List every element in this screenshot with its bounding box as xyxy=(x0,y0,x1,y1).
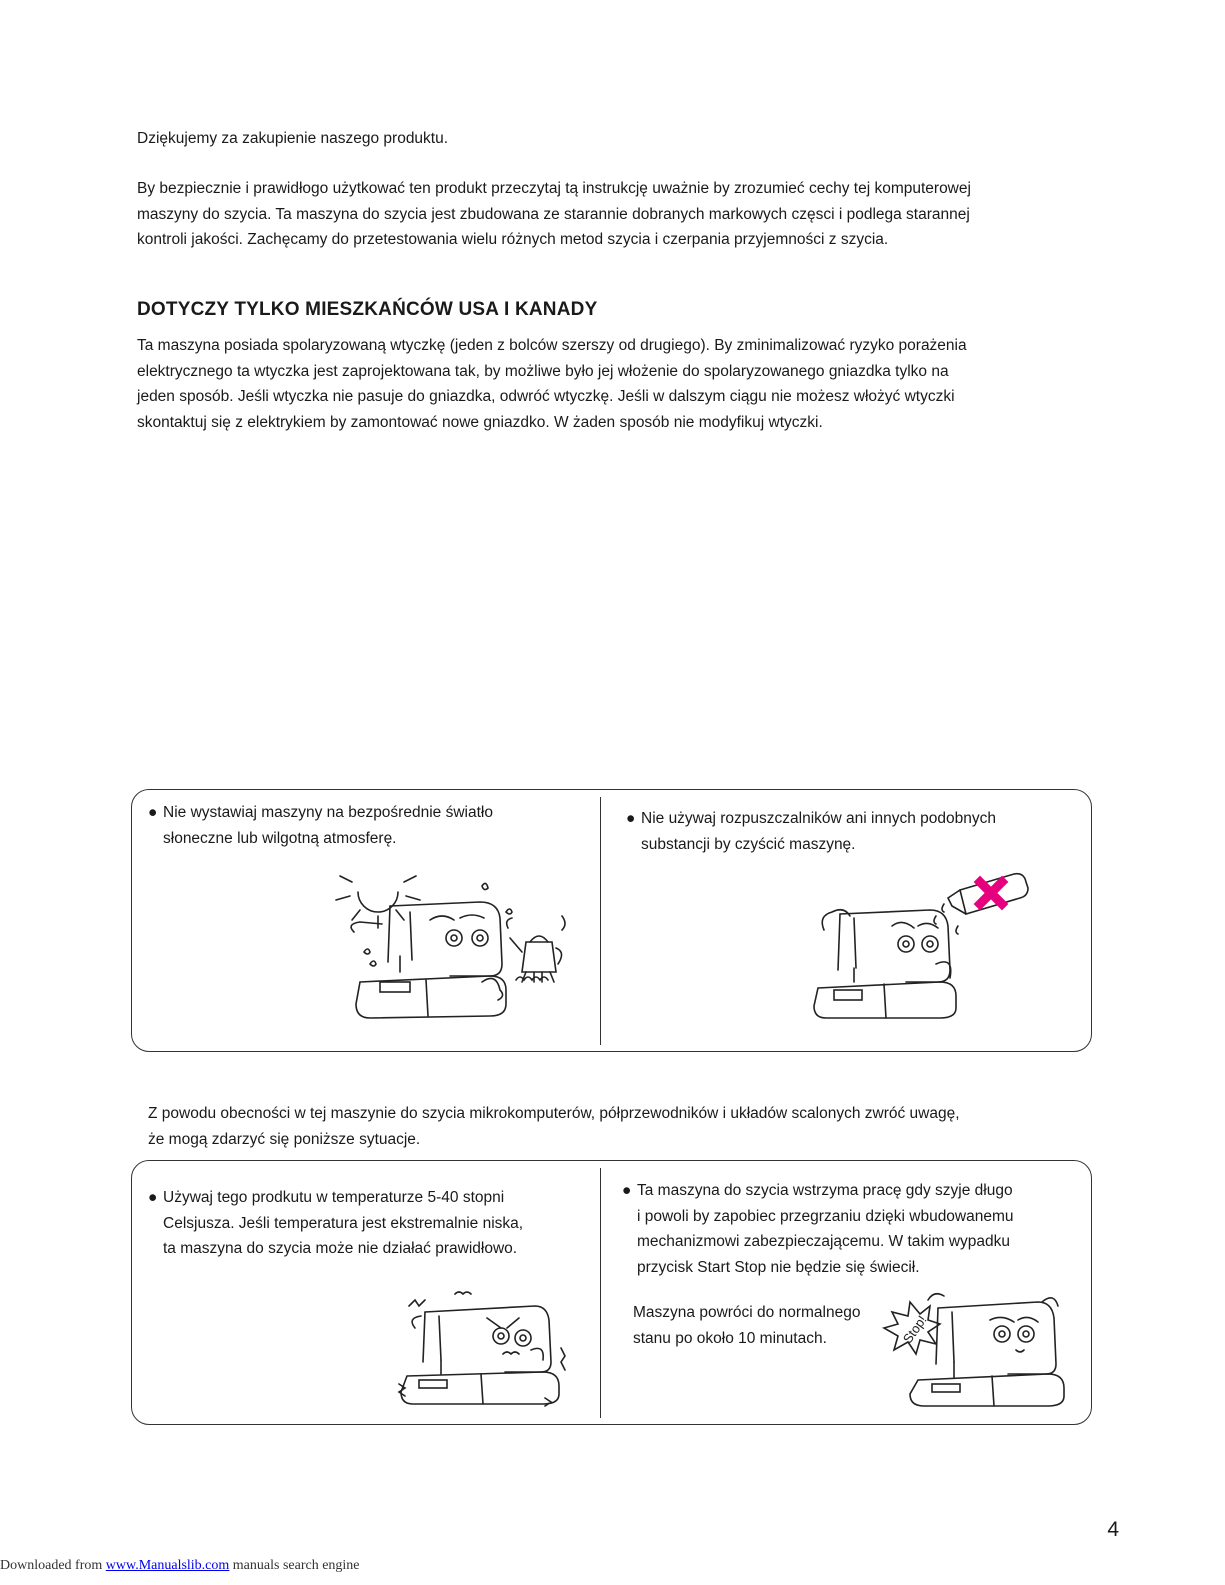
warning-line: Używaj tego prodkutu w temperaturze 5-40 stopni xyxy=(163,1189,505,1206)
footer-prefix: Downloaded from xyxy=(0,1558,106,1573)
usa-line: skontaktuj się z elektrykiem by zamontować nowe gniazdko. W żaden sposób nie modyfikuj wtyczki. xyxy=(137,413,823,431)
box-divider xyxy=(600,797,601,1045)
sewing-machine-illustration xyxy=(910,1294,1064,1406)
footer xyxy=(0,1558,360,1574)
warning-sunlight xyxy=(148,800,588,851)
usage-line: maszyny do szycia. Ta maszyna do szycia jest zbudowana ze starannie dobranych markowych częsci i podlega starannej xyxy=(137,205,970,223)
warning-line: substancji by czyścić maszynę. xyxy=(641,835,856,853)
usage-line: By bezpiecznie i prawidłogo użytkować ten produkt przeczytaj tą instrukcję uważnie by zrozumieć cechy tej komputerowej xyxy=(137,180,971,197)
note-line: Z powodu obecności w tej maszynie do szycia mikrokomputerów, półprzewodników i układów scalonych zwróć uwagę, xyxy=(148,1105,960,1122)
warning-line: i powoli by zapobiec przegrzaniu dzięki wbudowanemu xyxy=(637,1207,1014,1225)
warning-line: słoneczne lub wilgotną atmosferę. xyxy=(163,829,397,847)
microcomputer-note xyxy=(148,1101,1088,1152)
warning-solvents xyxy=(626,806,1066,857)
stop-label: Stop! xyxy=(899,1312,930,1347)
warning-line: Ta maszyna do szycia wstrzyma pracę gdy szyje długo xyxy=(637,1182,1013,1199)
sunlight-machine-illustration xyxy=(330,872,570,1022)
sewing-machine-illustration xyxy=(814,910,956,1018)
box-divider xyxy=(600,1168,601,1418)
bullet-icon: ● xyxy=(148,1189,158,1206)
thanks-text: Dziękujemy za zakupienie naszego produktu. xyxy=(137,130,449,147)
warning-overheat xyxy=(622,1178,1072,1280)
stop-burst-icon xyxy=(884,1302,940,1354)
warning-temperature xyxy=(148,1185,588,1262)
warning-line: ta maszyna do szycia może nie działać prawidłowo. xyxy=(163,1240,518,1257)
usa-line: Ta maszyna posiada spolaryzowaną wtyczkę (jeden z bolców szerszy od drugiego). By zminimalizować ryzyko porażenia xyxy=(137,337,967,354)
recovery-line: Maszyna powróci do normalnego xyxy=(633,1304,861,1321)
note-line: że mogą zdarzyć się poniższe sytuacje. xyxy=(148,1130,421,1148)
warning-line: mechanizmowi zabezpieczającemu. W takim wypadku xyxy=(637,1233,1011,1250)
bullet-icon: ● xyxy=(148,804,158,821)
usa-line: elektrycznego ta wtyczka jest zaprojektowana tak, by możliwe było jej włożenie do spolaryzowanego gniazdka tylko na xyxy=(137,362,949,380)
usage-paragraph xyxy=(137,176,1097,253)
warning-line: Nie wystawiaj maszyny na bezpośrednie światło xyxy=(163,804,493,821)
warning-line: przycisk Start Stop nie będzie się świecił. xyxy=(637,1258,920,1276)
warning-line: Celsjusza. Jeśli temperatura jest ekstremalnie niska, xyxy=(163,1214,524,1232)
cold-machine-illustration xyxy=(395,1288,575,1408)
bullet-icon: ● xyxy=(622,1182,632,1199)
sun-icon xyxy=(336,876,420,928)
recovery-note xyxy=(633,1300,893,1351)
recovery-line: stanu po około 10 minutach. xyxy=(633,1329,827,1347)
bullet-icon: ● xyxy=(626,810,636,827)
usa-heading: DOTYCZY TYLKO MIESZKAŃCÓW USA I KANADY xyxy=(137,299,598,320)
footer-suffix: manuals search engine xyxy=(229,1558,360,1573)
cross-icon xyxy=(980,882,1002,904)
warning-line: Nie używaj rozpuszczalników ani innych podobnych xyxy=(641,810,996,827)
usa-paragraph xyxy=(137,333,1097,435)
overheat-machine-illustration xyxy=(878,1288,1068,1408)
manualslib-link[interactable]: www.Manualslib.com xyxy=(105,1558,230,1573)
solvent-machine-illustration xyxy=(810,870,1040,1020)
kettle-icon xyxy=(507,916,565,982)
usage-line: kontroli jakości. Zachęcamy do przetestowania wielu różnych metod szycia i czerpania przyjemności z szycia. xyxy=(137,231,889,248)
sewing-machine-illustration xyxy=(399,1292,565,1406)
page-number: 4 xyxy=(1107,1518,1119,1541)
usa-line: jeden sposób. Jeśli wtyczka nie pasuje do gniazdka, odwróć wtyczkę. Jeśli w dalszym ciągu nie możesz włożyć wtyczki xyxy=(137,388,955,405)
sewing-machine-illustration xyxy=(351,883,512,1018)
